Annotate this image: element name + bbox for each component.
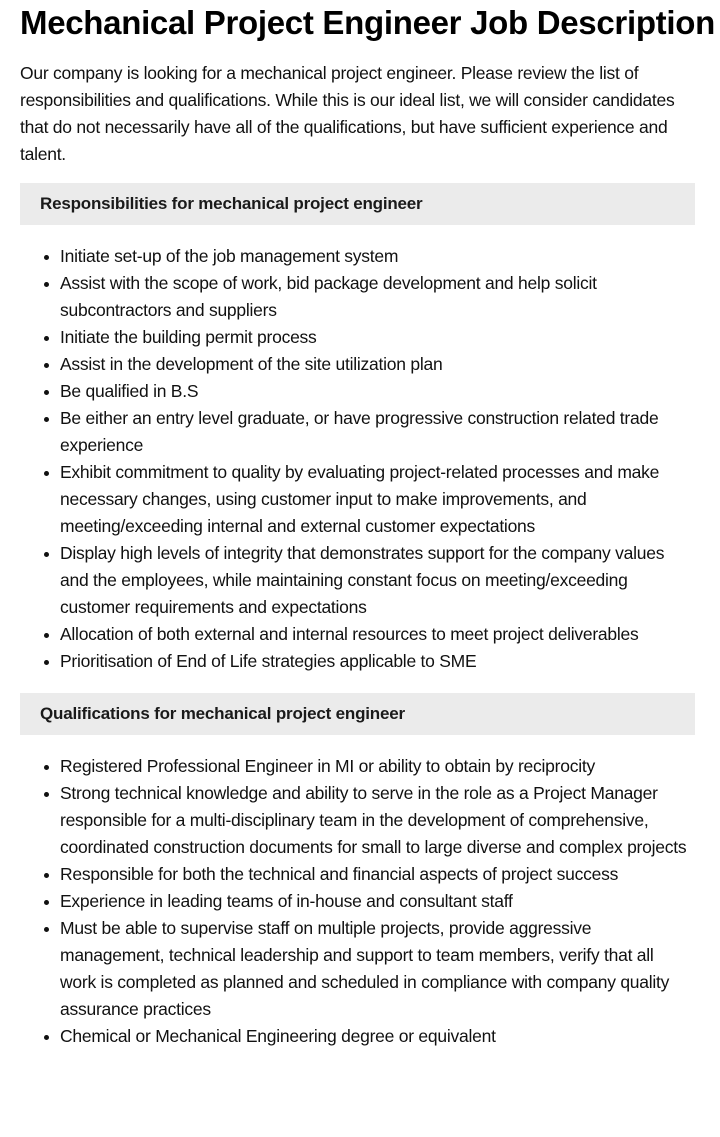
list-item [60, 1023, 695, 1050]
list-item-text: Chemical or Mechanical Engineering degree or equivalent [60, 1026, 496, 1046]
list-item-text: Strong technical knowledge and ability to serve in the role as a Project Manager responsible for a multi-disciplinary team in the development of comprehensive, coordinated construction documents for small to large diverse and complex projects [60, 783, 687, 857]
bullet-icon [44, 927, 49, 932]
responsibilities-list [20, 243, 695, 675]
list-item [60, 861, 695, 888]
bullet-icon [44, 765, 49, 770]
bullet-icon [44, 255, 49, 260]
qualifications-list [20, 753, 695, 1050]
list-item-text: Assist in the development of the site utilization plan [60, 354, 443, 374]
list-item-text: Registered Professional Engineer in MI or ability to obtain by reciprocity [60, 756, 595, 776]
list-item-text: Exhibit commitment to quality by evaluating project-related processes and make necessary changes, using customer input to make improvements, and meeting/exceeding internal and external customer expectations [60, 462, 660, 536]
list-item-text: Experience in leading teams of in-house and consultant staff [60, 891, 513, 911]
bullet-icon [44, 873, 49, 878]
qualifications-heading: Qualifications for mechanical project engineer [40, 704, 405, 723]
qualifications-header [20, 693, 695, 735]
responsibilities-header [20, 183, 695, 225]
list-item-text: Must be able to supervise staff on multiple projects, provide aggressive management, technical leadership and support to team members, verify that all work is completed as planned and scheduled in compliance with company quality assurance practices [60, 918, 670, 1019]
bullet-icon [44, 1035, 49, 1040]
bullet-icon [44, 471, 49, 476]
bullet-icon [44, 417, 49, 422]
bullet-icon [44, 363, 49, 368]
bullet-icon [44, 282, 49, 287]
list-item [60, 378, 695, 405]
list-item-text: Assist with the scope of work, bid package development and help solicit subcontractors and suppliers [60, 273, 597, 320]
bullet-icon [44, 552, 49, 557]
bullet-icon [44, 633, 49, 638]
bullet-icon [44, 792, 49, 797]
list-item [60, 351, 695, 378]
list-item [60, 888, 695, 915]
section-spacer [20, 675, 695, 678]
list-item [60, 648, 695, 675]
list-item-text: Allocation of both external and internal resources to meet project deliverables [60, 624, 639, 644]
list-item [60, 540, 695, 621]
list-item [60, 324, 695, 351]
bullet-icon [44, 660, 49, 665]
list-item-text: Be qualified in B.S [60, 381, 199, 401]
list-item [60, 459, 695, 540]
bullet-icon [44, 900, 49, 905]
list-item-text: Prioritisation of End of Life strategies applicable to SME [60, 651, 477, 671]
intro-paragraph: Our company is looking for a mechanical project engineer. Please review the list of responsibilities and qualifications. While this is our ideal list, we will consider candidates that do not necessarily have all of the qualifications, but have sufficient experience and talent. [20, 63, 675, 164]
list-item [60, 915, 695, 1023]
qualifications-section [20, 693, 695, 1050]
list-item [60, 621, 695, 648]
list-item-text: Display high levels of integrity that demonstrates support for the company values and the employees, while maintaining constant focus on meeting/exceeding customer requirements and expectations [60, 543, 665, 617]
responsibilities-section [20, 183, 695, 675]
list-item-text: Initiate the building permit process [60, 327, 317, 347]
list-item [60, 780, 695, 861]
list-item-text: Responsible for both the technical and financial aspects of project success [60, 864, 619, 884]
list-item [60, 405, 695, 459]
page-title: Mechanical Project Engineer Job Description [20, 4, 715, 41]
list-item-text: Initiate set-up of the job management system [60, 246, 399, 266]
list-item [60, 243, 695, 270]
list-item-text: Be either an entry level graduate, or have progressive construction related trade experience [60, 408, 659, 455]
bullet-icon [44, 336, 49, 341]
list-item [60, 270, 695, 324]
responsibilities-heading: Responsibilities for mechanical project engineer [40, 194, 423, 213]
list-item [60, 753, 695, 780]
bullet-icon [44, 390, 49, 395]
